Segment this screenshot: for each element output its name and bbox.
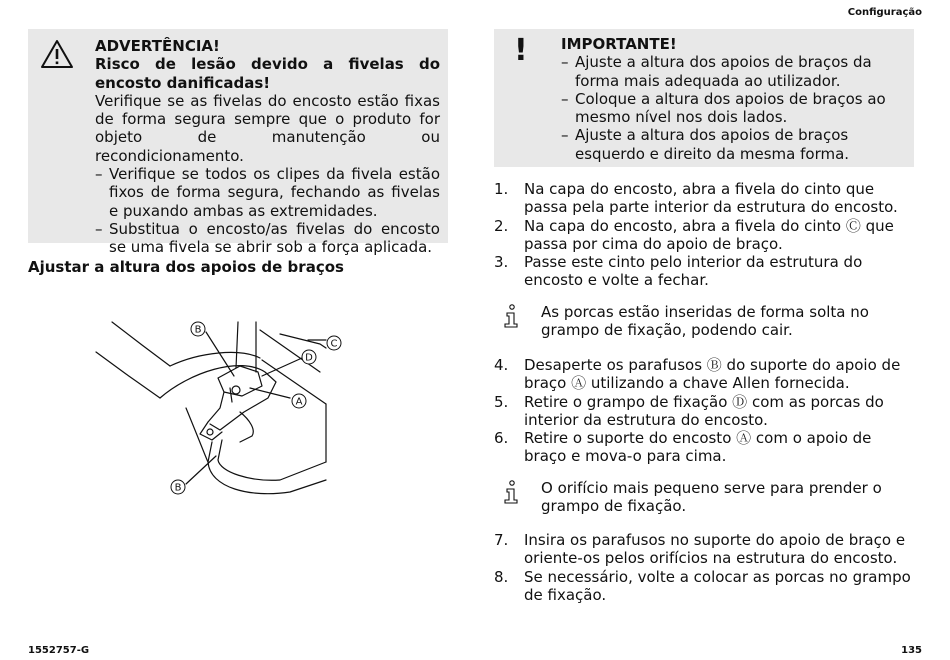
important-list-item: – Coloque a altura dos apoios de braços ao mesmo nível nos dois lados. bbox=[561, 89, 886, 127]
important-list-item: – Ajuste a altura dos apoios de braços da forma mais adequada ao utilizador. bbox=[561, 53, 872, 90]
step-item: 2. Na capa do encosto, abra a fivela do cinto Ⓒ que passa por cima do apoio de braço. bbox=[494, 216, 894, 253]
callout-c bbox=[327, 336, 341, 350]
running-header: Configuração bbox=[847, 7, 922, 18]
svg-text:D: D bbox=[305, 352, 313, 364]
important-box bbox=[494, 29, 914, 167]
info-icon bbox=[504, 304, 518, 328]
important-title: IMPORTANTE! bbox=[561, 35, 677, 53]
warning-list-item: – Substitua o encosto/as fivelas do encosto se uma fivela se abrir sob a força aplicada. bbox=[95, 219, 440, 257]
warning-triangle-icon bbox=[40, 39, 74, 69]
svg-text:B: B bbox=[174, 482, 182, 494]
warning-body: Verifique se as fivelas do encosto estão fixas de forma segura sempre que o produto for objeto de manutenção ou recondicionamento. bbox=[95, 91, 440, 165]
step-item: 4. Desaperte os parafusos Ⓑ do suporte do apoio de braço Ⓐ utilizando a chave Allen fornecida. bbox=[494, 356, 901, 393]
warning-list-item: – Verifique se todos os clipes da fivela estão fixos de forma segura, fechando as fivelas e puxando ambas as extremidades. bbox=[95, 165, 440, 220]
callout-b-bottom bbox=[171, 480, 185, 494]
step-item: 1. Na capa do encosto, abra a fivela do cinto que passa pela parte interior da estrutura do encosto. bbox=[494, 180, 898, 217]
warning-title: ADVERTÊNCIA! bbox=[95, 37, 220, 55]
svg-text:B: B bbox=[194, 324, 202, 336]
steps-list-2 bbox=[494, 356, 914, 466]
section-heading: Ajustar a altura dos apoios de braços bbox=[28, 258, 344, 276]
steps-list-3 bbox=[494, 531, 914, 604]
step-item: 8. Se necessário, volte a colocar as porcas no grampo de fixação. bbox=[494, 567, 911, 604]
info-note: O orifício mais pequeno serve para prender o grampo de fixação. bbox=[504, 479, 914, 516]
svg-text:C: C bbox=[330, 338, 338, 350]
info-note: As porcas estão inseridas de forma solta no grampo de fixação, podendo cair. bbox=[504, 303, 914, 340]
warning-box bbox=[28, 29, 448, 257]
exclamation-icon: ! bbox=[514, 33, 528, 68]
svg-text:A: A bbox=[295, 396, 303, 408]
document-code: 1552757-G bbox=[28, 645, 90, 656]
step-item: 6. Retire o suporte do encosto Ⓐ com o apoio de braço e mova-o para cima. bbox=[494, 429, 872, 466]
callout-a bbox=[292, 394, 306, 408]
steps-list-1 bbox=[494, 180, 914, 290]
page-number: 135 bbox=[901, 645, 922, 656]
step-item: 7. Insira os parafusos no suporte do apoio de braço e oriente-os pelos orifícios na estrutura do encosto. bbox=[494, 531, 906, 568]
warning-subtitle: Risco de lesão devido a fivelas do encosto danificadas! bbox=[95, 55, 440, 92]
info-icon bbox=[504, 480, 518, 504]
step-item: 5. Retire o grampo de fixação Ⓓ com as porcas do interior da estrutura do encosto. bbox=[494, 392, 884, 429]
step-item: 3. Passe este cinto pelo interior da estrutura do encosto e volte a fechar. bbox=[494, 253, 863, 290]
important-list-item: – Ajuste a altura dos apoios de braços esquerdo e direito da mesma forma. bbox=[561, 126, 850, 163]
armrest-bracket-illustration bbox=[90, 312, 360, 502]
callout-d bbox=[302, 350, 316, 364]
callout-b-top bbox=[191, 322, 205, 336]
